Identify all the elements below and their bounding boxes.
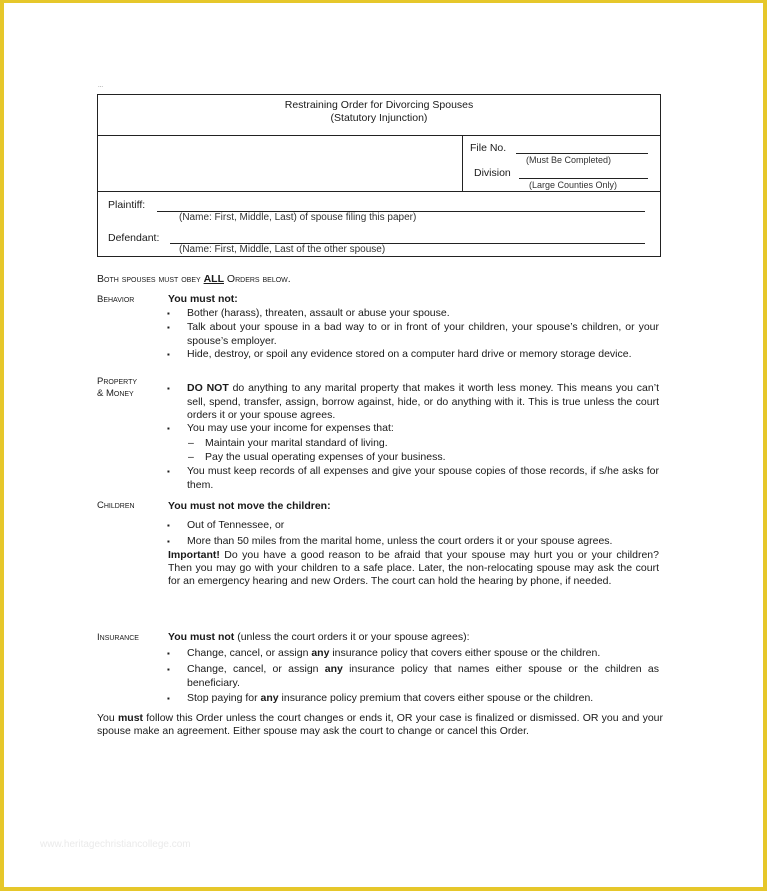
document-page: ... Restraining Order for Divorcing Spouses (Statutory Injunction) File No. (Must Be Completed) Division (Large Counties Only) Plaintiff: (Name: First, Middle, Last) of spouse filing this paper) Defendant: (Name: First, Middle, Last of the other spouse) Both spouses must obey ALL Orders below. Behavior You must not: ▪ Bother (harass), threaten, assault or abuse your spouse. ▪ Talk about your spouse in a bad way to or in front of your children, your spouse’s children, or your spouse’s employer. ▪ Hide, destroy, or spoil any evidence stored on a computer hard drive or memory storage device. Property & Money ▪ DO NOT do anything to any marital property that makes it worth less money. This means you can’t sell, spend, transfer, assign, borrow against, hide, or do anything with it. This is true unless the court orders it or your spouse agrees. ▪ You may use your income for expenses that: – Maintain your marital standard of living. – Pay the usual operating expenses of your business. ▪ You must keep records of all expenses and give your spouse copies of those records, if s/he asks for them. Children You must not move the children: ▪ Out of Tennessee, or ▪ More than 50 miles from the marital home, unless the court orders it or your spouse agrees. Important! Do you have a good reason to be afraid that your spouse may hurt you or your children? Then you may go with your children to a safe place. Later, the non-relocating spouse may ask the court for an emergency hearing and new Orders. The court can hold the hearing by phone, if needed. Insurance You must not (unless the court orders it or your spouse agrees): ▪ Change, cancel, or assign any insurance policy that covers either spouse or the children. ▪ Change, cancel, or assign any insurance policy that names either spouse or the children as beneficiary. ▪ Stop paying for any insurance policy premium that covers either spouse or the children. You must follow this Order unless the court changes or ends it, OR your case is finalized or dismissed. OR you and your spouse make an agreement. Either spouse may ask the court to change or cancel this Order. www.heritagechristiancollege.com xyxy=(4,3,763,887)
division-field[interactable] xyxy=(519,178,648,179)
intro-line: Both spouses must obey ALL Orders below. xyxy=(97,273,291,285)
bullet-icon: ▪ xyxy=(167,467,170,476)
bullet-icon: ▪ xyxy=(167,665,170,674)
dash-icon: – xyxy=(188,437,194,449)
watermark-text: www.heritagechristiancollege.com xyxy=(40,839,191,850)
bullet-icon: ▪ xyxy=(167,649,170,658)
section-label-property: Property & Money xyxy=(97,376,138,399)
insurance-heading: You must not (unless the court orders it or your spouse agrees): xyxy=(168,631,470,643)
sub-list-item: – Maintain your marital standard of living. xyxy=(188,437,388,449)
closing-paragraph: You must follow this Order unless the court changes or ends it, OR your case is finalized or dismissed. OR you and your spouse make an agreement. Either spouse may ask the court to change or cancel this Order. xyxy=(97,712,663,737)
sub-list-item: – Pay the usual operating expenses of your business. xyxy=(188,451,446,463)
bullet-icon: ▪ xyxy=(167,323,170,332)
divider xyxy=(462,135,463,191)
division-note: (Large Counties Only) xyxy=(529,180,618,190)
file-no-field[interactable] xyxy=(516,153,648,154)
divider xyxy=(98,135,660,136)
section-label-children: Children xyxy=(97,500,135,511)
division-label: Division xyxy=(474,167,511,179)
plaintiff-label: Plaintiff: xyxy=(108,199,146,211)
file-no-note: (Must Be Completed) xyxy=(526,155,612,165)
dash-icon: – xyxy=(188,451,194,463)
behavior-heading: You must not: xyxy=(168,293,238,305)
file-no-label: File No. xyxy=(470,142,507,154)
bullet-icon: ▪ xyxy=(167,309,170,318)
bullet-icon: ▪ xyxy=(167,521,170,530)
caption-box xyxy=(97,94,661,257)
plaintiff-note: (Name: First, Middle, Last) of spouse filing this paper) xyxy=(179,212,417,223)
bullet-icon: ▪ xyxy=(167,537,170,546)
bullet-icon: ▪ xyxy=(167,350,170,359)
page-mark: ... xyxy=(98,83,104,89)
divider xyxy=(98,191,660,192)
section-label-behavior: Behavior xyxy=(97,294,135,305)
bullet-icon: ▪ xyxy=(167,384,170,393)
children-heading: You must not move the children: xyxy=(168,500,331,512)
bullet-icon: ▪ xyxy=(167,694,170,703)
bullet-icon: ▪ xyxy=(167,424,170,433)
document-subtitle: (Statutory Injunction) xyxy=(330,112,428,124)
section-label-insurance: Insurance xyxy=(97,632,139,643)
important-note: Important! Do you have a good reason to be afraid that your spouse may hurt you or your children? Then you may go with your children to a safe place. Later, the non-relocating spouse may ask the court for an emergency hearing and new Orders. The court can hold the hearing by phone, if needed. xyxy=(168,549,659,587)
document-title: Restraining Order for Divorcing Spouses xyxy=(284,99,474,111)
intro-emphasis: ALL xyxy=(203,273,224,285)
defendant-label: Defendant: xyxy=(108,232,160,244)
defendant-note: (Name: First, Middle, Last of the other spouse) xyxy=(179,244,386,255)
document-title-block xyxy=(98,99,660,125)
